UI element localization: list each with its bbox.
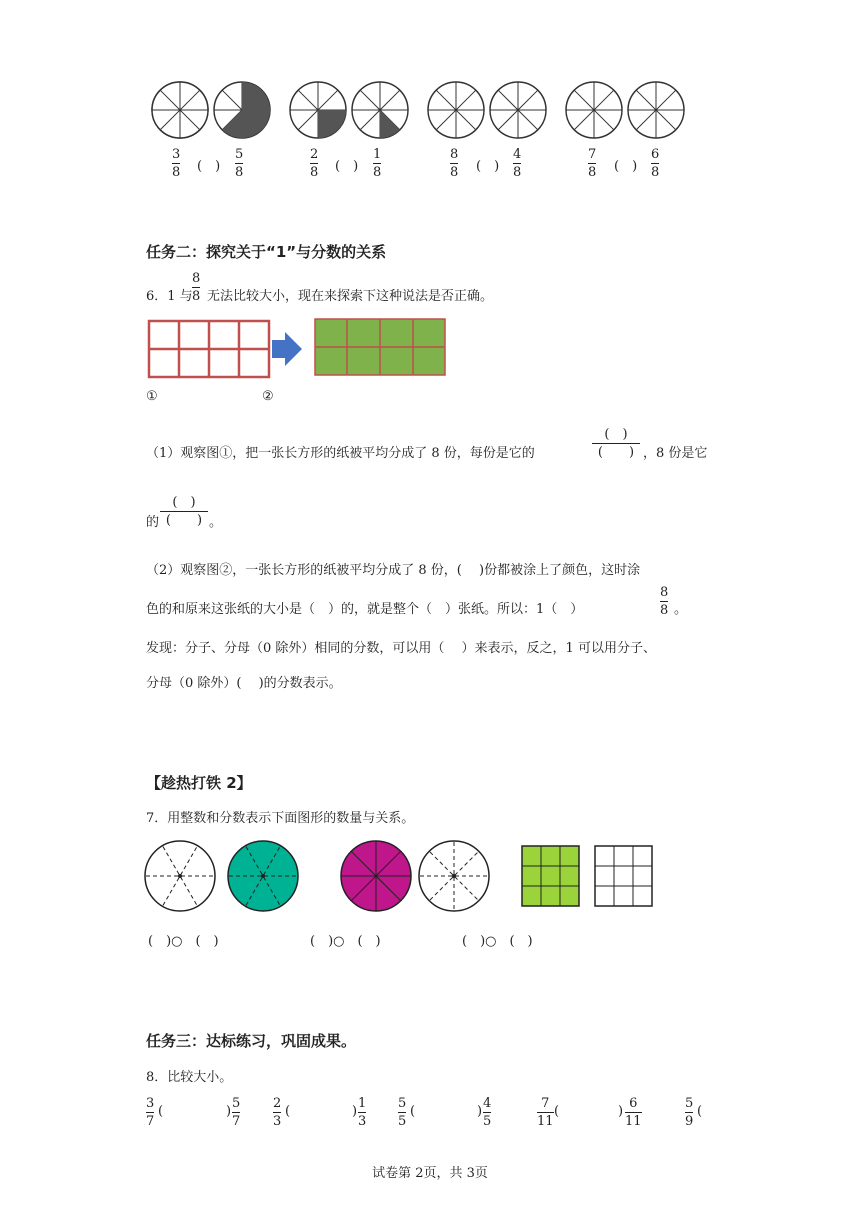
fraction: 6 11 (625, 1096, 642, 1129)
q7-figure (140, 838, 680, 918)
compare-blank[interactable]: ( ) (614, 159, 638, 174)
circle-8-eighths-empty (428, 82, 484, 138)
circle-4-eighths-empty (490, 82, 546, 138)
fraction: 6 8 (651, 147, 660, 180)
fraction: 7 8 (588, 147, 597, 180)
p1-text-d: 。 (209, 515, 223, 530)
task3-heading: 任务三：达标练习，巩固成果。 (146, 1032, 357, 1050)
q7-answer-2[interactable]: ( )○ ( ) (310, 934, 381, 949)
figure-label-1: ① (146, 389, 158, 404)
compare-blank[interactable]: ( ) (335, 159, 359, 174)
p3-line1: 发现：分子、分母（0 除外）相同的分数，可以用（ ）来表示，反之，1 可以用分子、 (146, 641, 656, 656)
open-paren[interactable]: ( (697, 1104, 703, 1119)
blank-fraction[interactable]: ( ) ( ) (160, 496, 208, 527)
compare-blank[interactable]: ( ) (476, 159, 500, 174)
fraction: 2 8 (310, 147, 319, 180)
p2-line1: （2）观察图②，一张长方形的纸被平均分成了 8 份，( )份都被涂上了颜色，这时涂 (146, 563, 641, 578)
fraction: 2 3 (273, 1096, 282, 1129)
compare-blank[interactable]: ( ) (197, 159, 221, 174)
top-circles-figure (0, 0, 860, 200)
close-paren[interactable]: ) (352, 1104, 358, 1119)
fraction: 5 5 (398, 1096, 407, 1129)
fraction: 5 7 (232, 1096, 241, 1129)
open-paren[interactable]: ( (554, 1104, 560, 1119)
circle-3-eighths (152, 82, 208, 138)
arrow-icon (272, 332, 302, 366)
circle-6-eighths-empty (628, 82, 684, 138)
circle-1-eighth (352, 82, 408, 138)
fraction: 1 8 (373, 147, 382, 180)
circle-eighths-empty (419, 841, 489, 911)
circle-2-eighths (290, 82, 346, 138)
fraction: 4 5 (483, 1096, 492, 1129)
close-paren[interactable]: ) (226, 1104, 232, 1119)
circle-sixths-empty (145, 841, 215, 911)
p2-line2: 色的和原来这张纸的大小是（ ）的，就是整个（ ）张纸。所以：1（ ） (146, 602, 584, 617)
circle-eighths-magenta (341, 841, 411, 911)
fraction: 7 11 (537, 1096, 554, 1129)
circle-7-eighths-empty (566, 82, 622, 138)
p2-fraction: 8 8 (660, 585, 669, 618)
fraction: 3 8 (172, 147, 181, 180)
fraction: 1 3 (358, 1096, 367, 1129)
p3-line2: 分母（0 除外）( )的分数表示。 (146, 676, 342, 691)
blank-fraction[interactable]: ( ) ( ) (592, 428, 640, 459)
close-paren[interactable]: ) (618, 1104, 624, 1119)
fraction: 4 8 (513, 147, 522, 180)
fraction: 5 9 (685, 1096, 694, 1129)
page-footer: 试卷第 2页，共 3页 (372, 1166, 488, 1181)
q6-prefix: 6．1 与 (146, 289, 193, 304)
q7-text: 7．用整数和分数表示下面图形的数量与关系。 (146, 811, 415, 826)
grid-ninths-lime (522, 846, 579, 906)
q7-answer-1[interactable]: ( )○ ( ) (148, 934, 219, 949)
q7-answer-3[interactable]: ( )○ ( ) (462, 934, 533, 949)
p1-text: （1）观察图①，把一张长方形的纸被平均分成了 8 份，每份是它的 (146, 446, 535, 461)
figure-label-2: ② (262, 389, 274, 404)
open-paren[interactable]: ( (158, 1104, 164, 1119)
q8-text: 8．比较大小。 (146, 1070, 233, 1085)
rectangle-figure (145, 318, 475, 388)
q6-fraction: 8 8 (192, 271, 201, 304)
task2-heading: 任务二：探究关于“1”与分数的关系 (146, 243, 387, 261)
close-paren[interactable]: ) (477, 1104, 483, 1119)
fraction: 3 7 (146, 1096, 155, 1129)
practice2-heading: 【趁热打铁 2】 (146, 774, 252, 792)
open-paren[interactable]: ( (410, 1104, 416, 1119)
grid-ninths-empty (595, 846, 652, 906)
p1-text-b: ，8 份是它 (643, 446, 708, 461)
open-paren[interactable]: ( (285, 1104, 291, 1119)
p2-end: 。 (674, 602, 688, 617)
circle-5-eighths (214, 82, 270, 138)
fraction: 5 8 (235, 147, 244, 180)
fraction: 8 8 (450, 147, 459, 180)
q6-suffix: 无法比较大小，现在来探索下这种说法是否正确。 (207, 289, 494, 304)
circle-sixths-teal (228, 841, 298, 911)
p1-text-c: 的 (146, 515, 160, 530)
